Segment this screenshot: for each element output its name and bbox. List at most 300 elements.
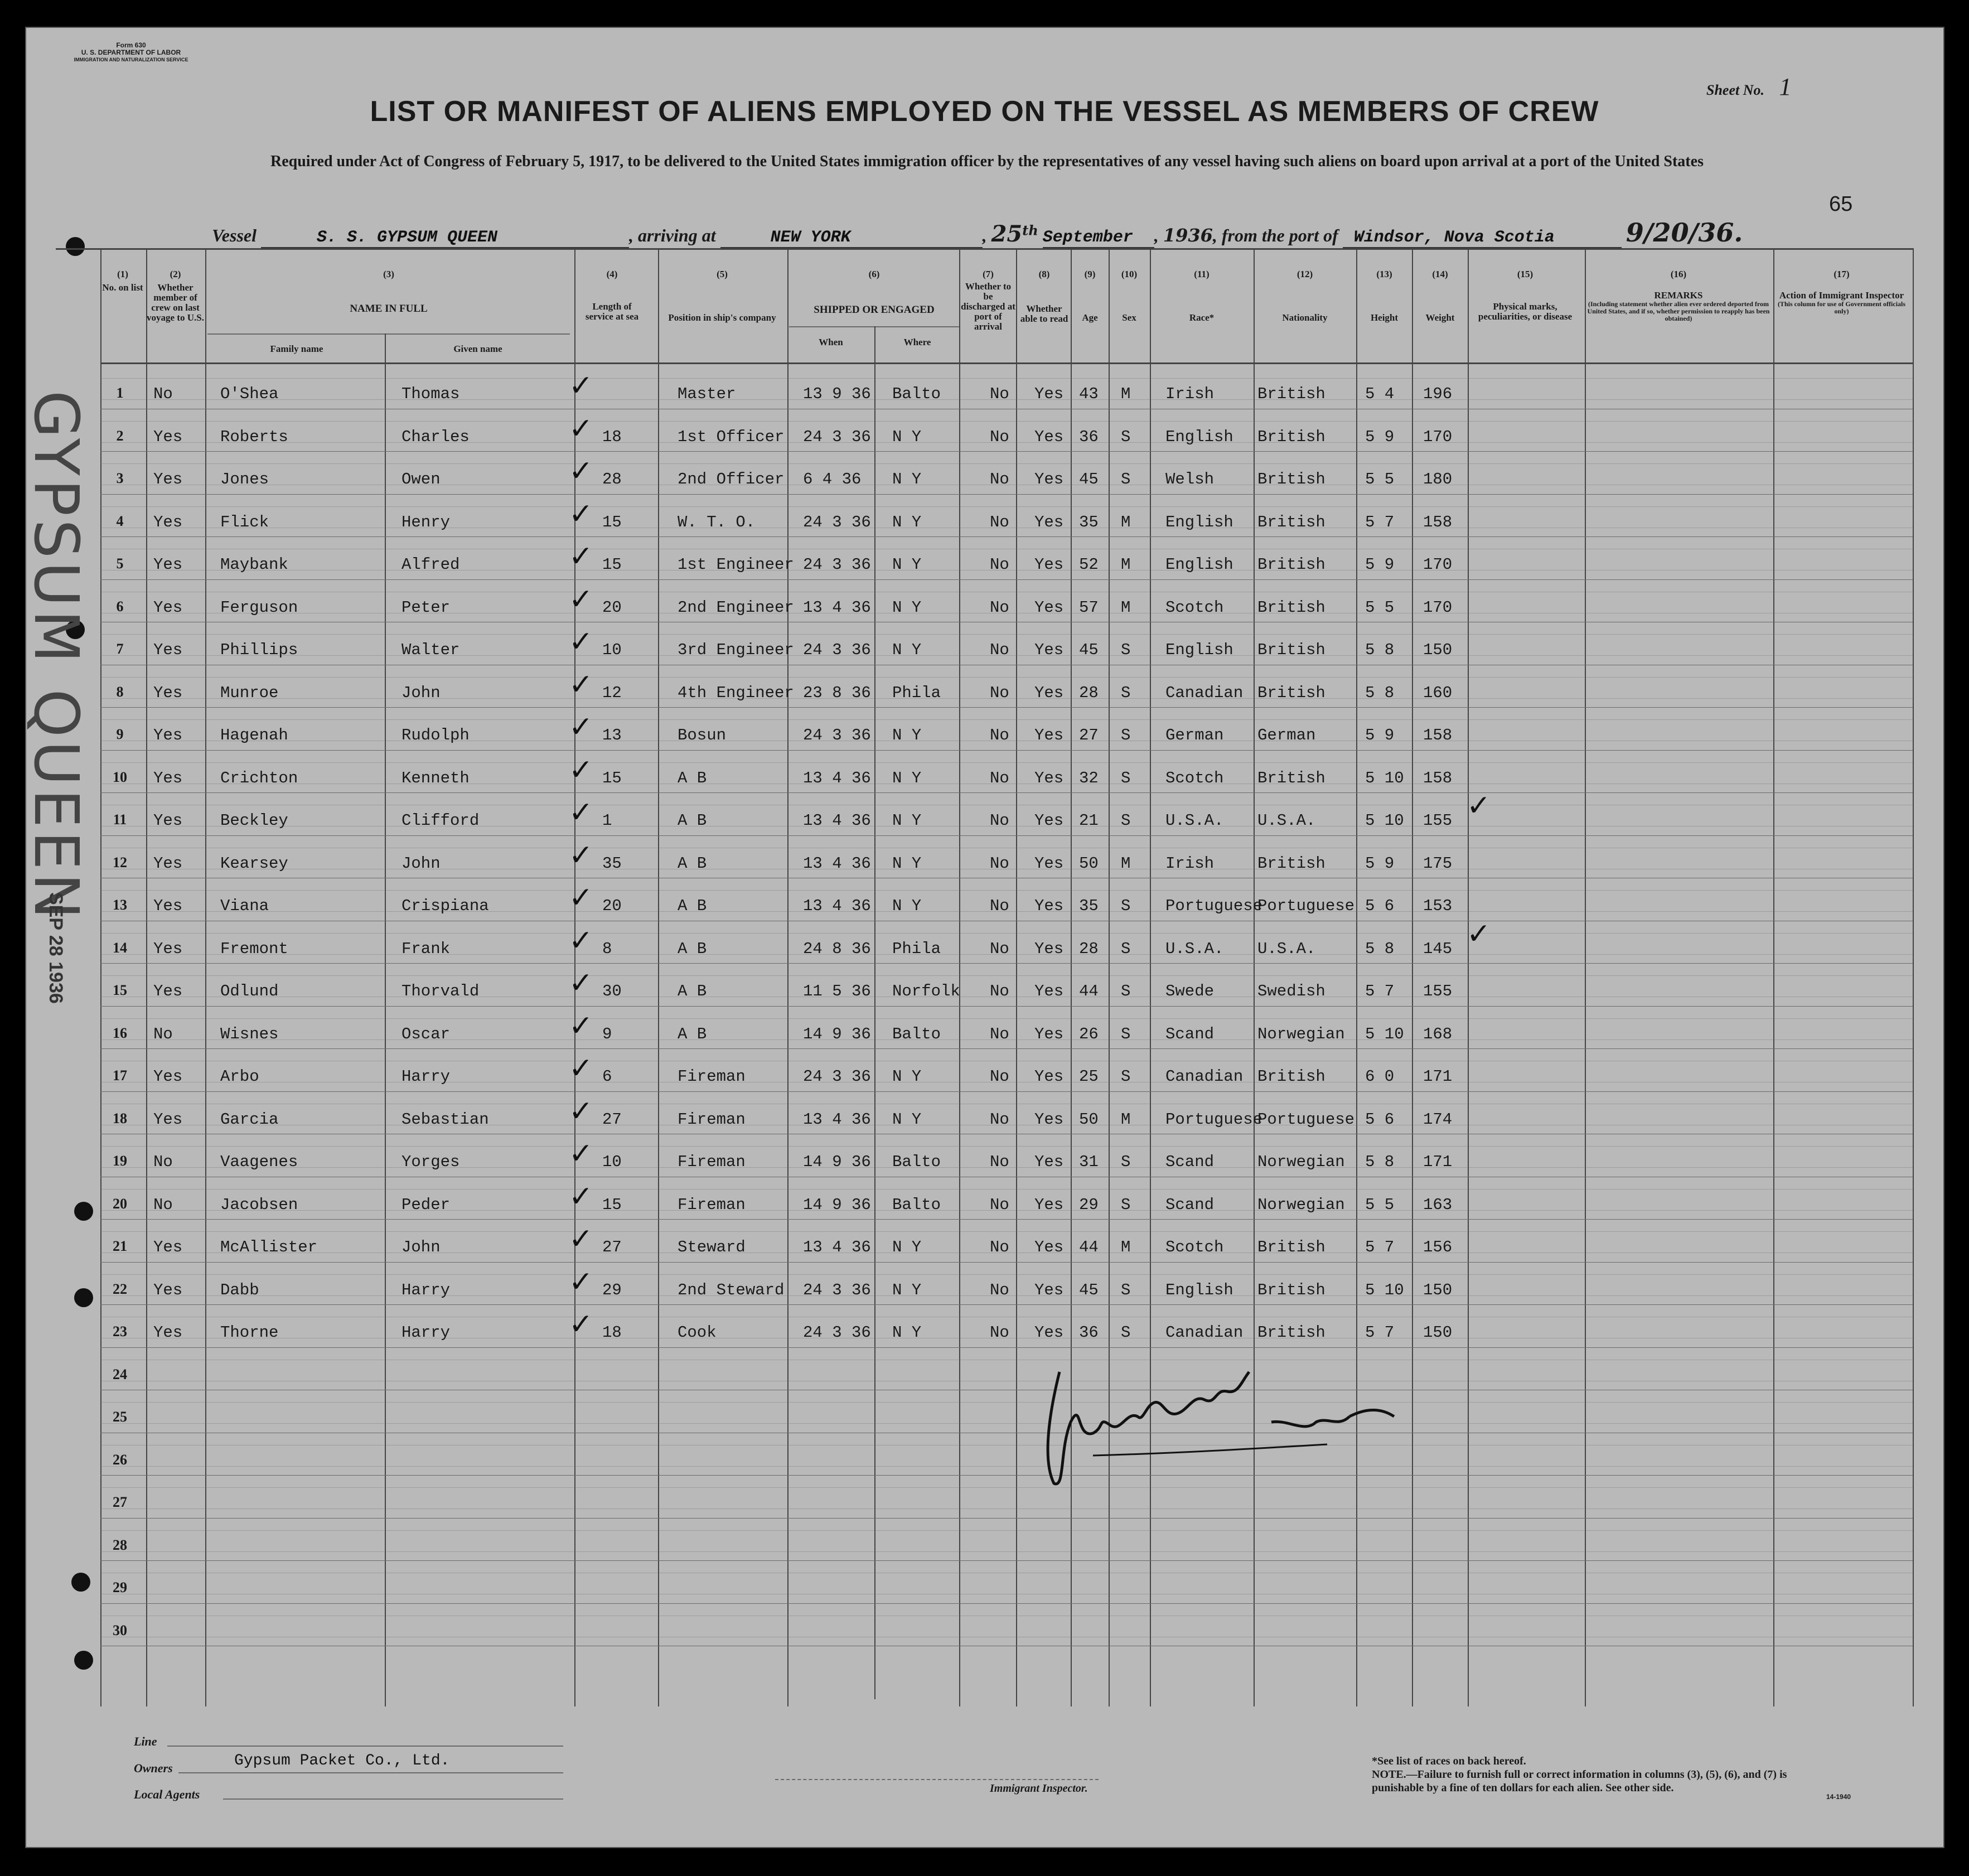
- cell-given: Crispiana: [401, 897, 489, 915]
- cell-where: Balto: [892, 1153, 941, 1171]
- vessel-row: Vessel S. S. GYPSUM QUEEN , arriving at NEW YORK , 25th September , 1936, from the port of Windsor, Nova Scotia 9/20/36.: [212, 217, 1743, 248]
- cell-service: 18: [602, 1323, 622, 1342]
- cell-service: 8: [602, 939, 612, 958]
- cell-no: 27: [113, 1494, 127, 1510]
- cell-position: Master: [678, 385, 736, 403]
- cell-height: 5 5: [1365, 470, 1395, 489]
- cell-nat: British: [1257, 385, 1325, 403]
- cell-when: 13 4 36: [803, 897, 871, 915]
- cell-nat: British: [1257, 555, 1325, 574]
- cell-weight: 145: [1423, 939, 1453, 958]
- cell-when: 24 3 36: [803, 512, 871, 531]
- cell-sex: M: [1121, 555, 1131, 574]
- cell-where: N Y: [892, 726, 922, 744]
- page-title: LIST OR MANIFEST OF ALIENS EMPLOYED ON THE VESSEL AS MEMBERS OF CREW: [370, 95, 1599, 128]
- cell-nat: British: [1257, 427, 1325, 446]
- faint-rule: [100, 634, 1913, 635]
- where-header: Where: [903, 337, 931, 347]
- cell-where: N Y: [892, 512, 922, 531]
- cell-no: 28: [113, 1536, 127, 1553]
- cell-given: John: [401, 854, 441, 873]
- cell-race: Scand: [1165, 1153, 1215, 1171]
- cell-where: N Y: [892, 641, 922, 659]
- cell-family: Roberts: [220, 427, 288, 446]
- cell-read: Yes: [1034, 598, 1064, 617]
- form-header: [64, 42, 198, 64]
- cell-read: Yes: [1034, 385, 1064, 403]
- cell-last: Yes: [153, 1067, 183, 1086]
- cell-last: Yes: [153, 427, 183, 446]
- cell-sex: M: [1121, 854, 1131, 873]
- cell-height: 5 7: [1365, 512, 1395, 531]
- cell-no: 3: [116, 470, 124, 486]
- cell-nat: British: [1257, 768, 1325, 787]
- faint-rule: [100, 1189, 1913, 1190]
- cell-when: 24 8 36: [803, 939, 871, 958]
- check-mark: ✓: [569, 1052, 593, 1085]
- cell-family: Vaagenes: [220, 1153, 298, 1171]
- col12-header: (12) Nationality: [1282, 269, 1328, 323]
- cell-given: Harry: [401, 1323, 451, 1342]
- cell-position: 1st Officer: [678, 427, 785, 446]
- cell-age: 31: [1079, 1153, 1099, 1171]
- cell-height: 5 10: [1365, 811, 1404, 830]
- cell-read: Yes: [1034, 641, 1064, 659]
- row-rule: [100, 536, 1913, 537]
- column-divider: [385, 333, 386, 1706]
- row-rule: [100, 1603, 1913, 1604]
- check-mark: ✓: [569, 966, 593, 1000]
- faint-rule: [100, 1466, 1913, 1467]
- cell-read: Yes: [1034, 768, 1064, 787]
- cell-last: Yes: [153, 939, 183, 958]
- cell-race: Irish: [1165, 854, 1215, 873]
- cell-where: Norfolk: [892, 982, 960, 1000]
- cell-disch: No: [990, 427, 1009, 446]
- faint-rule: [100, 933, 1913, 934]
- cell-age: 35: [1079, 512, 1099, 531]
- cell-where: Phila: [892, 939, 941, 958]
- arriving-label: arriving at: [638, 225, 716, 245]
- faint-rule: [100, 506, 1913, 507]
- col16-header: (16) REMARKS (Including statement whether alien ever ordered deported from United States, and if so, whether permission to reapply has been obtained): [1587, 269, 1770, 322]
- column-divider: [1913, 248, 1914, 1706]
- cell-height: 5 7: [1365, 1323, 1395, 1342]
- cell-weight: 168: [1423, 1024, 1453, 1043]
- cell-last: Yes: [153, 768, 183, 787]
- cell-family: Crichton: [220, 768, 298, 787]
- cell-race: Scotch: [1165, 1238, 1224, 1256]
- cell-family: Viana: [220, 897, 269, 915]
- cell-given: Yorges: [401, 1153, 460, 1171]
- cell-given: Peder: [401, 1195, 451, 1214]
- cell-read: Yes: [1034, 427, 1064, 446]
- cell-given: Oscar: [401, 1024, 451, 1043]
- cell-when: 13 4 36: [803, 1110, 871, 1129]
- cell-family: McAllister: [220, 1238, 318, 1256]
- cell-when: 14 9 36: [803, 1195, 871, 1214]
- cell-position: A B: [678, 1024, 707, 1043]
- cell-age: 36: [1079, 427, 1099, 446]
- inspector-signature: [1026, 1350, 1405, 1495]
- cell-no: 14: [113, 939, 127, 956]
- check-mark: ✓: [569, 753, 593, 787]
- cell-race: Scand: [1165, 1024, 1215, 1043]
- cell-where: N Y: [892, 897, 922, 915]
- cell-where: N Y: [892, 1323, 922, 1342]
- row-rule: [100, 1304, 1913, 1305]
- col13-header: (13) Height: [1370, 269, 1399, 323]
- cell-service: 15: [602, 768, 622, 787]
- cell-sex: S: [1121, 1024, 1131, 1043]
- cell-service: 27: [602, 1238, 622, 1256]
- cell-disch: No: [990, 555, 1009, 574]
- cell-age: 28: [1079, 939, 1099, 958]
- cell-read: Yes: [1034, 1153, 1064, 1171]
- cell-where: Balto: [892, 1195, 941, 1214]
- cell-read: Yes: [1034, 555, 1064, 574]
- col11-header: (11) Race*: [1189, 269, 1215, 323]
- cell-sex: S: [1121, 897, 1131, 915]
- cell-disch: No: [990, 1280, 1009, 1299]
- cell-nat: British: [1257, 470, 1325, 489]
- cell-read: Yes: [1034, 1195, 1064, 1214]
- cell-race: Canadian: [1165, 1067, 1244, 1086]
- cell-height: 5 9: [1365, 726, 1395, 744]
- cell-weight: 196: [1423, 385, 1453, 403]
- agents-label: Local Agents: [134, 1787, 200, 1801]
- cell-disch: No: [990, 939, 1009, 958]
- cell-read: Yes: [1034, 1323, 1064, 1342]
- cell-sex: S: [1121, 470, 1131, 489]
- cell-when: 24 3 36: [803, 1067, 871, 1086]
- cell-nat: British: [1257, 598, 1325, 617]
- cell-when: 24 3 36: [803, 641, 871, 659]
- cell-race: Canadian: [1165, 683, 1244, 702]
- cell-when: 24 3 36: [803, 427, 871, 446]
- cell-race: English: [1165, 555, 1233, 574]
- column-divider: [874, 326, 875, 1699]
- cell-when: 13 9 36: [803, 385, 871, 403]
- cell-disch: No: [990, 768, 1009, 787]
- cell-family: Phillips: [220, 641, 298, 659]
- check-mark: ✓: [569, 1179, 593, 1213]
- cell-last: No: [153, 1153, 173, 1171]
- cell-no: 7: [116, 641, 124, 657]
- cell-nat: U.S.A.: [1257, 811, 1316, 830]
- col6-header: (6) SHIPPED OR ENGAGED: [814, 269, 935, 316]
- cell-last: No: [153, 1024, 173, 1043]
- cell-weight: 170: [1423, 598, 1453, 617]
- cell-age: 25: [1079, 1067, 1099, 1086]
- form-number: Form 630: [116, 41, 146, 49]
- cell-when: 24 3 36: [803, 726, 871, 744]
- faint-rule: [100, 463, 1913, 464]
- col15-header: (15) Physical marks, peculiarities, or disease: [1478, 269, 1573, 322]
- cell-given: John: [401, 683, 441, 702]
- cell-age: 43: [1079, 385, 1099, 403]
- cell-no: 18: [113, 1110, 127, 1126]
- cell-age: 35: [1079, 897, 1099, 915]
- cell-where: Balto: [892, 1024, 941, 1043]
- check-mark: ✓: [569, 838, 593, 872]
- cell-given: Charles: [401, 427, 470, 446]
- cell-race: Portuguese: [1165, 1110, 1263, 1129]
- faint-rule: [100, 762, 1913, 763]
- faint-rule: [100, 421, 1913, 422]
- cell-weight: 155: [1423, 982, 1453, 1000]
- cell-height: 6 0: [1365, 1067, 1395, 1086]
- cell-age: 44: [1079, 1238, 1099, 1256]
- cell-height: 5 9: [1365, 555, 1395, 574]
- cell-no: 11: [113, 811, 127, 828]
- cell-given: Sebastian: [401, 1110, 489, 1129]
- family-name-header: Family name: [270, 344, 323, 354]
- cell-no: 26: [113, 1451, 127, 1468]
- cell-nat: British: [1257, 641, 1325, 659]
- cell-position: 4th Engineer: [678, 683, 794, 702]
- owners-label: Owners: [134, 1761, 173, 1775]
- when-header: When: [819, 337, 843, 347]
- col4-header: (4) Length of service at sea: [585, 269, 639, 322]
- cell-no: 5: [116, 555, 124, 572]
- cell-service: 10: [602, 1153, 622, 1171]
- cell-age: 50: [1079, 854, 1099, 873]
- from-port: Windsor, Nova Scotia: [1343, 228, 1622, 248]
- cell-disch: No: [990, 1024, 1009, 1043]
- cell-position: 2nd Steward: [678, 1280, 785, 1299]
- faint-rule: [100, 378, 1913, 379]
- cell-nat: British: [1257, 1323, 1325, 1342]
- penalty-note: NOTE.—Failure to furnish full or correct information in columns (3), (5), (6), and (7) is punishable by a fine of ten dollars for each alien. See other side.: [1372, 1768, 1787, 1794]
- cell-last: Yes: [153, 1323, 183, 1342]
- cell-where: N Y: [892, 598, 922, 617]
- cell-weight: 170: [1423, 555, 1453, 574]
- cell-service: 6: [602, 1067, 612, 1086]
- cell-sex: S: [1121, 1323, 1131, 1342]
- faint-rule: [100, 1530, 1913, 1531]
- cell-where: Phila: [892, 683, 941, 702]
- check-mark: ✓: [569, 412, 593, 446]
- cell-weight: 175: [1423, 854, 1453, 873]
- cell-given: Kenneth: [401, 768, 470, 787]
- cell-height: 5 10: [1365, 1280, 1404, 1299]
- check-mark: ✓: [569, 881, 593, 915]
- owners-value: Gypsum Packet Co., Ltd.: [234, 1752, 450, 1769]
- col2-header: (2) Whether member of crew on last voyage to U.S.: [147, 269, 204, 323]
- sheet-value: 1: [1779, 73, 1792, 100]
- cell-family: Arbo: [220, 1067, 259, 1086]
- cell-last: Yes: [153, 683, 183, 702]
- cell-weight: 158: [1423, 512, 1453, 531]
- from-label: from the port of: [1221, 225, 1338, 245]
- cell-read: Yes: [1034, 1280, 1064, 1299]
- cell-no: 24: [113, 1366, 127, 1382]
- cell-race: Swede: [1165, 982, 1215, 1000]
- faint-rule: [100, 1231, 1913, 1232]
- cell-sex: S: [1121, 939, 1131, 958]
- cell-sex: S: [1121, 1153, 1131, 1171]
- faint-rule: [100, 975, 1913, 976]
- cell-family: Maybank: [220, 555, 288, 574]
- vessel-name: S. S. GYPSUM QUEEN: [261, 228, 629, 248]
- header-bottom-border: [100, 362, 1913, 364]
- cell-family: Hagenah: [220, 726, 288, 744]
- cell-position: A B: [678, 768, 707, 787]
- cell-read: Yes: [1034, 512, 1064, 531]
- form-code: 14-1940: [1826, 1793, 1851, 1801]
- cell-where: N Y: [892, 1067, 922, 1086]
- cell-age: 32: [1079, 768, 1099, 787]
- cell-when: 24 3 36: [803, 1280, 871, 1299]
- cell-last: Yes: [153, 470, 183, 489]
- cell-given: Henry: [401, 512, 451, 531]
- cell-no: 13: [113, 897, 127, 913]
- cell-when: 13 4 36: [803, 854, 871, 873]
- cell-race: Canadian: [1165, 1323, 1244, 1342]
- cell-sex: S: [1121, 1195, 1131, 1214]
- cell-no: 9: [116, 726, 124, 742]
- cell-position: Fireman: [678, 1153, 746, 1171]
- cell-family: O'Shea: [220, 385, 279, 403]
- row-rule: [100, 750, 1913, 751]
- row-rule: [100, 579, 1913, 580]
- cell-weight: 150: [1423, 1280, 1453, 1299]
- cell-no: 1: [116, 385, 124, 401]
- cell-height: 5 8: [1365, 939, 1395, 958]
- cell-weight: 156: [1423, 1238, 1453, 1256]
- faint-rule: [100, 890, 1913, 891]
- check-mark: ✓: [569, 1137, 593, 1171]
- cell-where: N Y: [892, 1238, 922, 1256]
- cell-race: Scotch: [1165, 598, 1224, 617]
- cell-weight: 163: [1423, 1195, 1453, 1214]
- check-mark: ✓: [569, 1009, 593, 1043]
- cell-family: Thorne: [220, 1323, 279, 1342]
- cell-no: 17: [113, 1067, 127, 1084]
- cell-when: 6 4 36: [803, 470, 862, 489]
- row-rule: [100, 1518, 1913, 1519]
- cell-weight: 158: [1423, 768, 1453, 787]
- row-rule: [100, 707, 1913, 708]
- row-rule: [100, 1560, 1913, 1561]
- cell-given: Harry: [401, 1067, 451, 1086]
- cell-no: 2: [116, 427, 124, 444]
- cell-where: N Y: [892, 768, 922, 787]
- arrival-day-suffix: th: [1022, 222, 1038, 239]
- cell-position: A B: [678, 982, 707, 1000]
- cell-age: 52: [1079, 555, 1099, 574]
- faint-rule: [100, 1146, 1913, 1147]
- arrival-day: 25: [991, 221, 1023, 247]
- cell-position: Fireman: [678, 1195, 746, 1214]
- department: U. S. DEPARTMENT OF LABOR: [81, 49, 181, 56]
- cell-where: N Y: [892, 811, 922, 830]
- cell-disch: No: [990, 385, 1009, 403]
- cell-no: 22: [113, 1280, 127, 1297]
- cell-last: No: [153, 385, 173, 403]
- service: IMMIGRATION AND NATURALIZATION SERVICE: [74, 57, 188, 62]
- handwritten-date: 9/20/36.: [1625, 217, 1743, 248]
- cell-position: Cook: [678, 1323, 717, 1342]
- cell-sex: S: [1121, 641, 1131, 659]
- cell-family: Beckley: [220, 811, 288, 830]
- cell-disch: No: [990, 1323, 1009, 1342]
- cell-sex: M: [1121, 1238, 1131, 1256]
- cell-position: A B: [678, 811, 707, 830]
- cell-nat: Norwegian: [1257, 1153, 1345, 1171]
- sheet-label: Sheet No.: [1706, 82, 1764, 98]
- cell-age: 29: [1079, 1195, 1099, 1214]
- check-mark: ✓: [569, 369, 593, 403]
- cell-position: Fireman: [678, 1110, 746, 1129]
- cell-family: Flick: [220, 512, 269, 531]
- cell-last: Yes: [153, 1110, 183, 1129]
- cell-height: 5 8: [1365, 1153, 1395, 1171]
- cell-weight: 174: [1423, 1110, 1453, 1129]
- cell-nat: British: [1257, 1067, 1325, 1086]
- cell-read: Yes: [1034, 811, 1064, 830]
- cell-disch: No: [990, 598, 1009, 617]
- line-label: Line: [134, 1734, 157, 1748]
- cell-when: 13 4 36: [803, 598, 871, 617]
- cell-read: Yes: [1034, 1024, 1064, 1043]
- check-mark: ✓: [1467, 917, 1491, 951]
- cell-height: 5 5: [1365, 598, 1395, 617]
- cell-no: 23: [113, 1323, 127, 1340]
- cell-nat: British: [1257, 1238, 1325, 1256]
- row-rule: [100, 792, 1913, 793]
- cell-race: Welsh: [1165, 470, 1215, 489]
- cell-given: Rudolph: [401, 726, 470, 744]
- name-subheader-line: [207, 333, 570, 335]
- cell-height: 5 7: [1365, 1238, 1395, 1256]
- cell-height: 5 8: [1365, 641, 1395, 659]
- cell-height: 5 10: [1365, 768, 1404, 787]
- check-mark: ✓: [569, 455, 593, 488]
- cell-given: Harry: [401, 1280, 451, 1299]
- cell-disch: No: [990, 982, 1009, 1000]
- cell-height: 5 9: [1365, 854, 1395, 873]
- cell-disch: No: [990, 512, 1009, 531]
- vessel-label: Vessel: [212, 225, 257, 245]
- check-mark: ✓: [1467, 789, 1491, 823]
- cell-when: 11 5 36: [803, 982, 871, 1000]
- col3-header: (3) NAME IN FULL: [350, 269, 428, 315]
- cell-given: Frank: [401, 939, 451, 958]
- cell-family: Jacobsen: [220, 1195, 298, 1214]
- punch-hole: [71, 1573, 90, 1592]
- cell-position: Steward: [678, 1238, 746, 1256]
- cell-service: 15: [602, 512, 622, 531]
- cell-when: 14 9 36: [803, 1024, 871, 1043]
- cell-weight: 150: [1423, 1323, 1453, 1342]
- cell-last: Yes: [153, 897, 183, 915]
- cell-position: 3rd Engineer: [678, 641, 794, 659]
- row-rule: [100, 451, 1913, 452]
- cell-when: 24 3 36: [803, 1323, 871, 1342]
- row-rule: [100, 1475, 1913, 1476]
- cell-last: Yes: [153, 811, 183, 830]
- cell-race: Portuguese: [1165, 897, 1263, 915]
- cell-position: 2nd Officer: [678, 470, 785, 489]
- cell-age: 45: [1079, 470, 1099, 489]
- cell-given: Alfred: [401, 555, 460, 574]
- cell-disch: No: [990, 1238, 1009, 1256]
- check-mark: ✓: [569, 582, 593, 616]
- row-rule: [100, 835, 1913, 836]
- cell-weight: 180: [1423, 470, 1453, 489]
